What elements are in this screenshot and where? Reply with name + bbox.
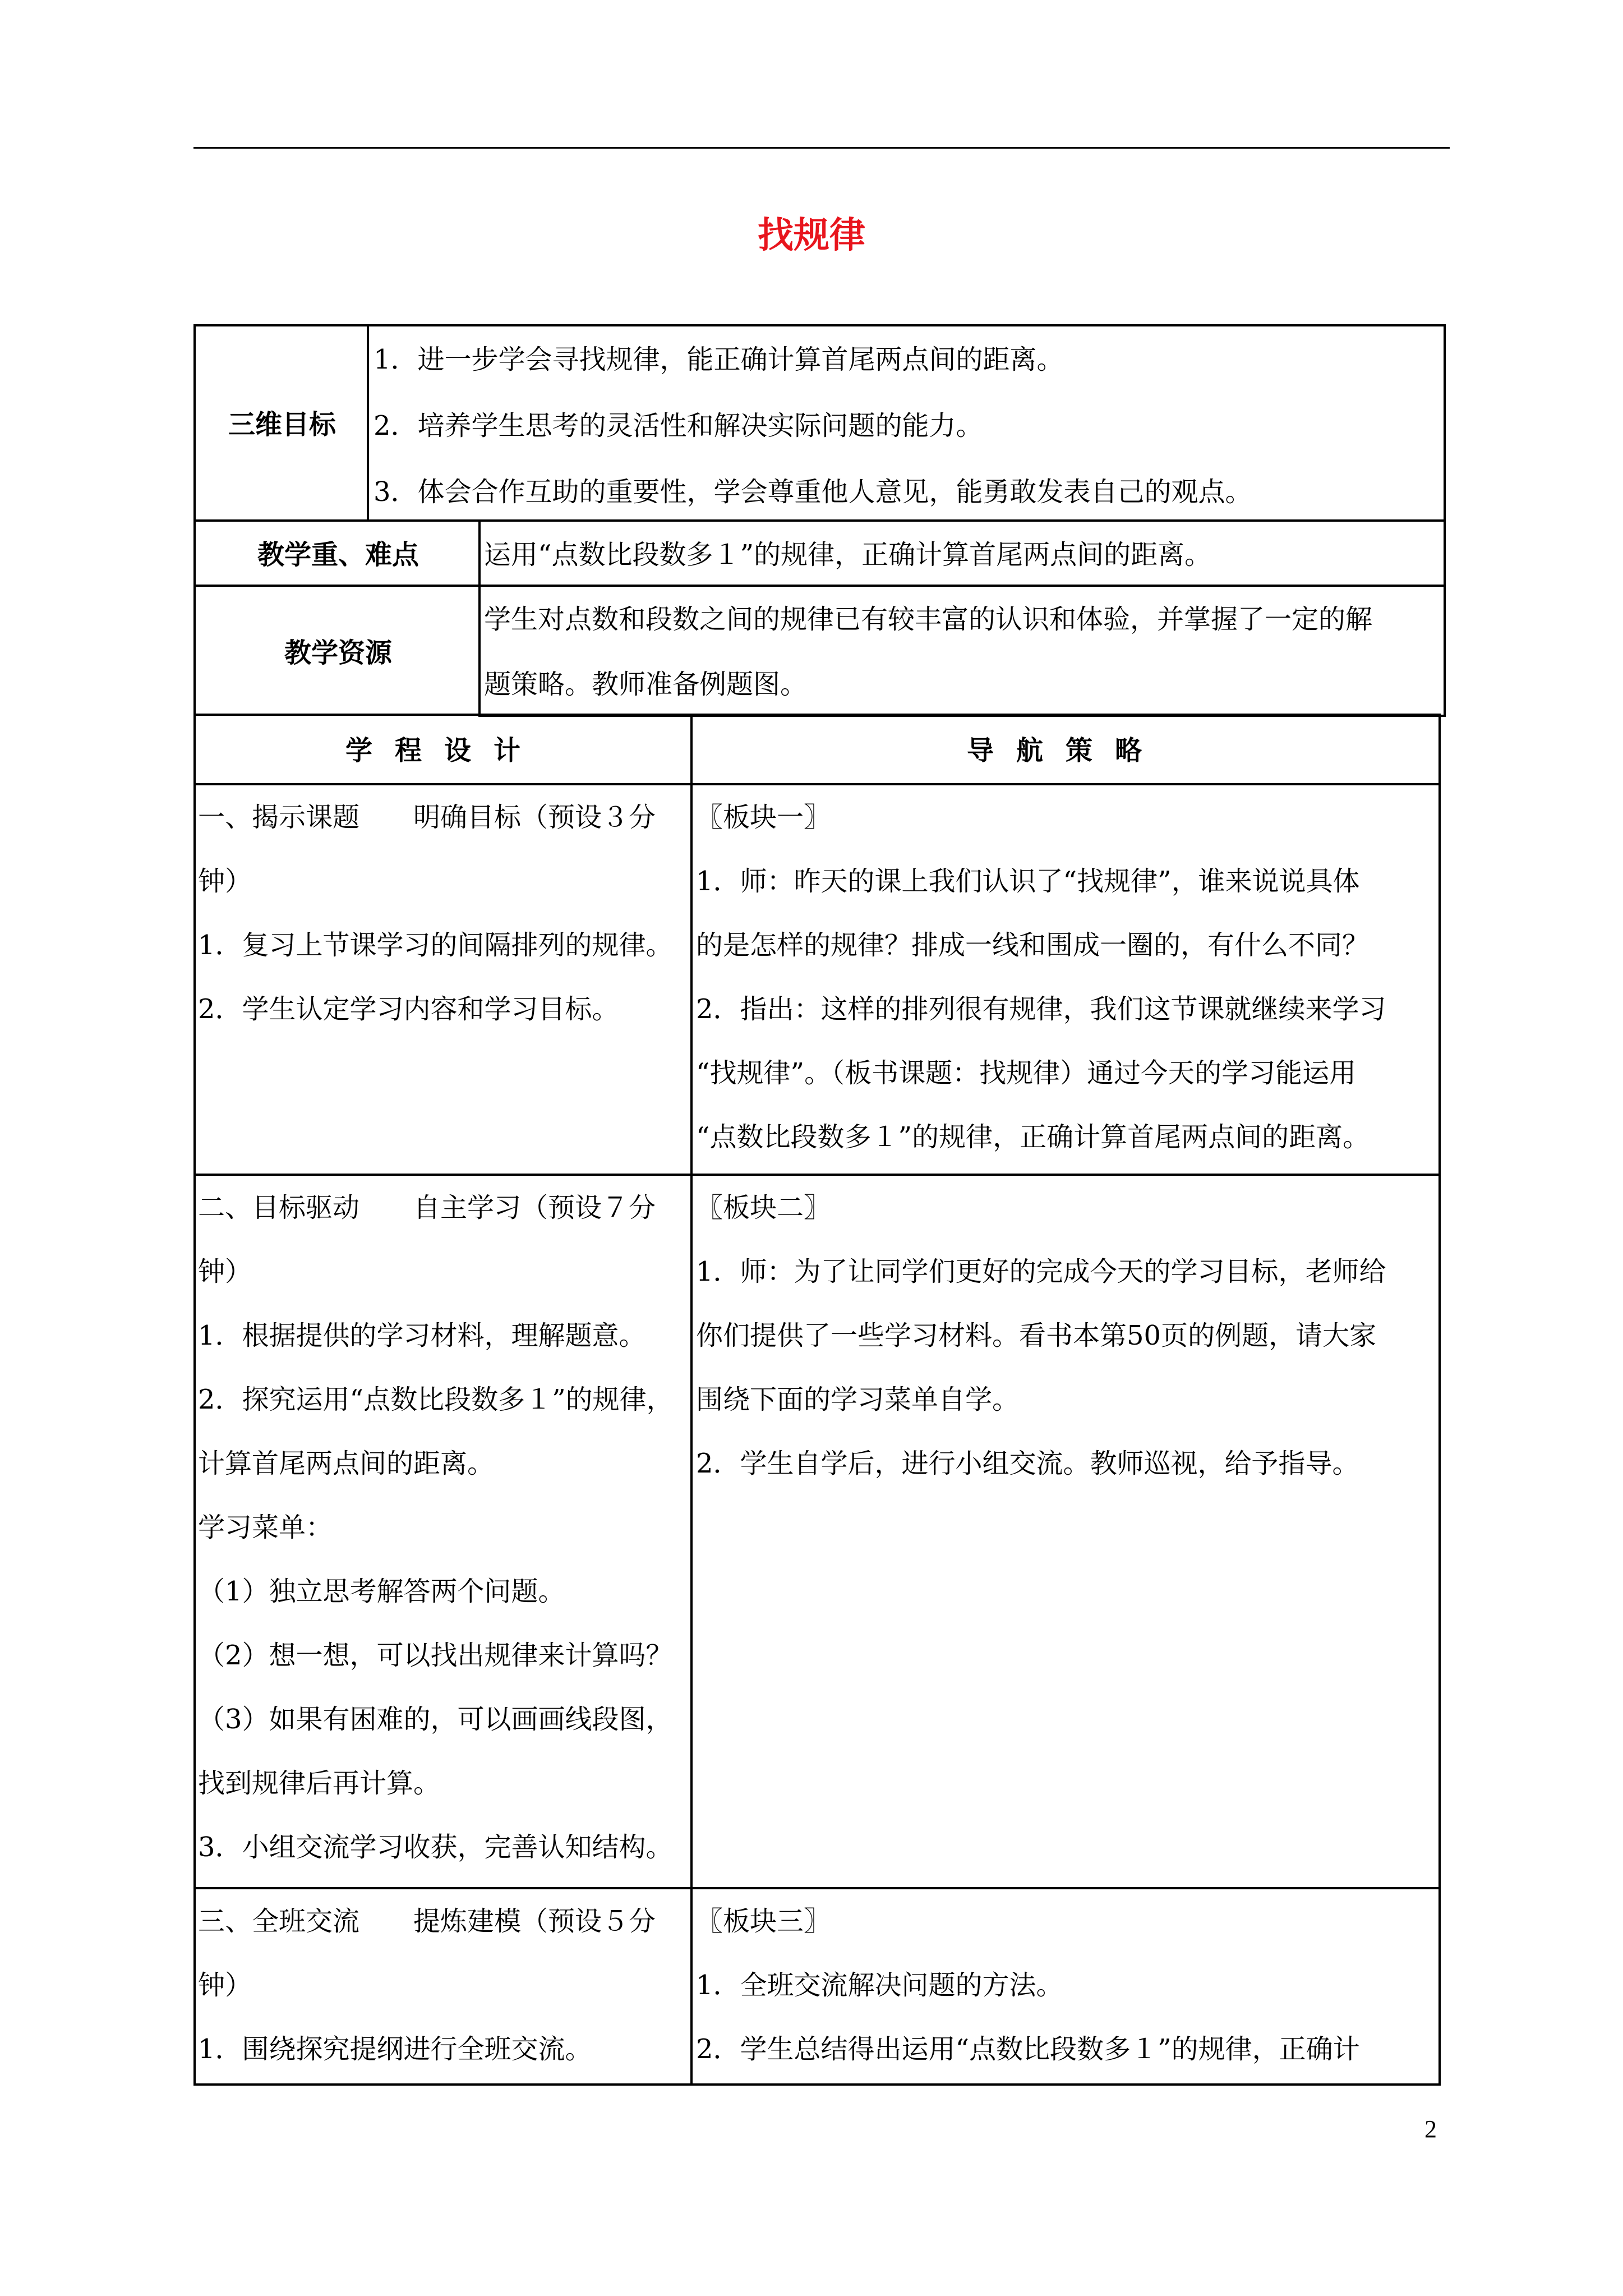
section-3-left-line-1: 三、全班交流 提炼建模（预设５分	[198, 1906, 656, 1937]
section-2-left-line-4: 2．探究运用“点数比段数多１”的规律，	[198, 1384, 674, 1415]
page-title: 找规律	[758, 215, 865, 256]
section-2-right-line-2: 1．师：为了让同学们更好的完成今天的学习目标，老师给	[696, 1256, 1386, 1287]
section-2-left-line-1: 二、目标驱动 自主学习（预设７分	[198, 1192, 656, 1223]
section-1-right-line-2: 1．师：昨天的课上我们认识了“找规律”，谁来说说具体	[696, 866, 1360, 897]
section-3-right-line-1: 〖板块三〗	[696, 1906, 831, 1937]
column-header-left	[193, 714, 693, 785]
resources-label: 教学资源	[284, 637, 392, 669]
section-2-left	[193, 1174, 693, 1889]
section-3-left	[193, 1887, 693, 2086]
section-2-left-line-7: （1）独立思考解答两个问题。	[198, 1576, 565, 1607]
goals-label: 三维目标	[228, 409, 336, 440]
section-2-left-line-2: 钟）	[198, 1256, 252, 1287]
section-1-right-line-5: “找规律”。（板书课题：找规律）通过今天的学习能运用	[696, 1057, 1357, 1089]
section-1-left-line-4: 2．学生认定学习内容和学习目标。	[198, 993, 619, 1025]
section-1-left-line-1: 一、揭示课题 明确目标（预设３分	[198, 802, 656, 833]
section-1-right-line-3: 的是怎样的规律？排成一线和围成一圈的，有什么不同？	[696, 930, 1370, 961]
section-1-right-line-1: 〖板块一〗	[696, 802, 831, 833]
resources-content-cell	[478, 585, 1446, 717]
header-rule	[193, 147, 1450, 149]
section-2-right-line-5: 2．学生自学后，进行小组交流。教师巡视，给予指导。	[696, 1448, 1359, 1479]
section-1-left-line-3: 1．复习上节课学习的间隔排列的规律。	[198, 930, 673, 961]
goal-item-3: 3．体会合作互助的重要性，学会尊重他人意见，能勇敢发表自己的观点。	[374, 476, 1252, 508]
section-3-right-line-3: 2．学生总结得出运用“点数比段数多１”的规律，正确计	[696, 2033, 1360, 2065]
section-2-left-line-3: 1．根据提供的学习材料，理解题意。	[198, 1320, 646, 1351]
resources-label-cell	[193, 585, 481, 717]
section-2-right	[690, 1174, 1441, 1889]
section-3-right-line-2: 1．全班交流解决问题的方法。	[696, 1970, 1063, 2001]
column-header-right	[690, 714, 1441, 785]
section-2-left-line-9: （3）如果有困难的，可以画画线段图，	[198, 1704, 673, 1735]
keypoints-label: 教学重、难点	[257, 539, 419, 570]
column-header-left-label: 学程设计	[345, 735, 543, 766]
section-2-right-line-4: 围绕下面的学习菜单自学。	[696, 1384, 1020, 1415]
keypoints-label-cell	[193, 519, 481, 586]
section-1-left-line-2: 钟）	[198, 866, 252, 897]
page-number: 2	[1424, 2115, 1437, 2143]
goals-content-cell	[367, 324, 1446, 521]
keypoints-content-cell	[478, 519, 1446, 586]
section-3-right	[690, 1887, 1441, 2086]
goal-item-1: 1．进一步学会寻找规律，能正确计算首尾两点间的距离。	[374, 344, 1064, 375]
resources-line-2: 题策略。教师准备例题图。	[484, 669, 808, 700]
section-1-left	[193, 783, 693, 1176]
goal-item-2: 2．培养学生思考的灵活性和解决实际问题的能力。	[374, 410, 983, 441]
section-2-left-line-6: 学习菜单：	[198, 1512, 333, 1543]
section-1-right-line-6: “点数比段数多１”的规律，正确计算首尾两点间的距离。	[696, 1121, 1370, 1153]
section-2-left-line-5: 计算首尾两点间的距离。	[198, 1448, 495, 1479]
section-2-right-line-1: 〖板块二〗	[696, 1192, 831, 1223]
section-2-left-line-11: 3．小组交流学习收获，完善认知结构。	[198, 1832, 673, 1863]
section-3-left-line-3: 1．围绕探究提纲进行全班交流。	[198, 2033, 592, 2065]
keypoints-text: 运用“点数比段数多１”的规律，正确计算首尾两点间的距离。	[484, 539, 1212, 570]
section-2-left-line-8: （2）想一想，可以找出规律来计算吗？	[198, 1640, 673, 1671]
column-header-right-label: 导航策略	[966, 735, 1164, 766]
section-1-right	[690, 783, 1441, 1176]
section-1-right-line-4: 2．指出：这样的排列很有规律，我们这节课就继续来学习	[696, 993, 1386, 1025]
section-2-right-line-3: 你们提供了一些学习材料。看书本第50页的例题，请大家	[696, 1320, 1377, 1351]
section-3-left-line-2: 钟）	[198, 1970, 252, 2001]
resources-line-1: 学生对点数和段数之间的规律已有较丰富的认识和体验，并掌握了一定的解	[484, 604, 1373, 635]
section-2-left-line-10: 找到规律后再计算。	[198, 1768, 441, 1799]
goals-label-cell	[193, 324, 368, 521]
